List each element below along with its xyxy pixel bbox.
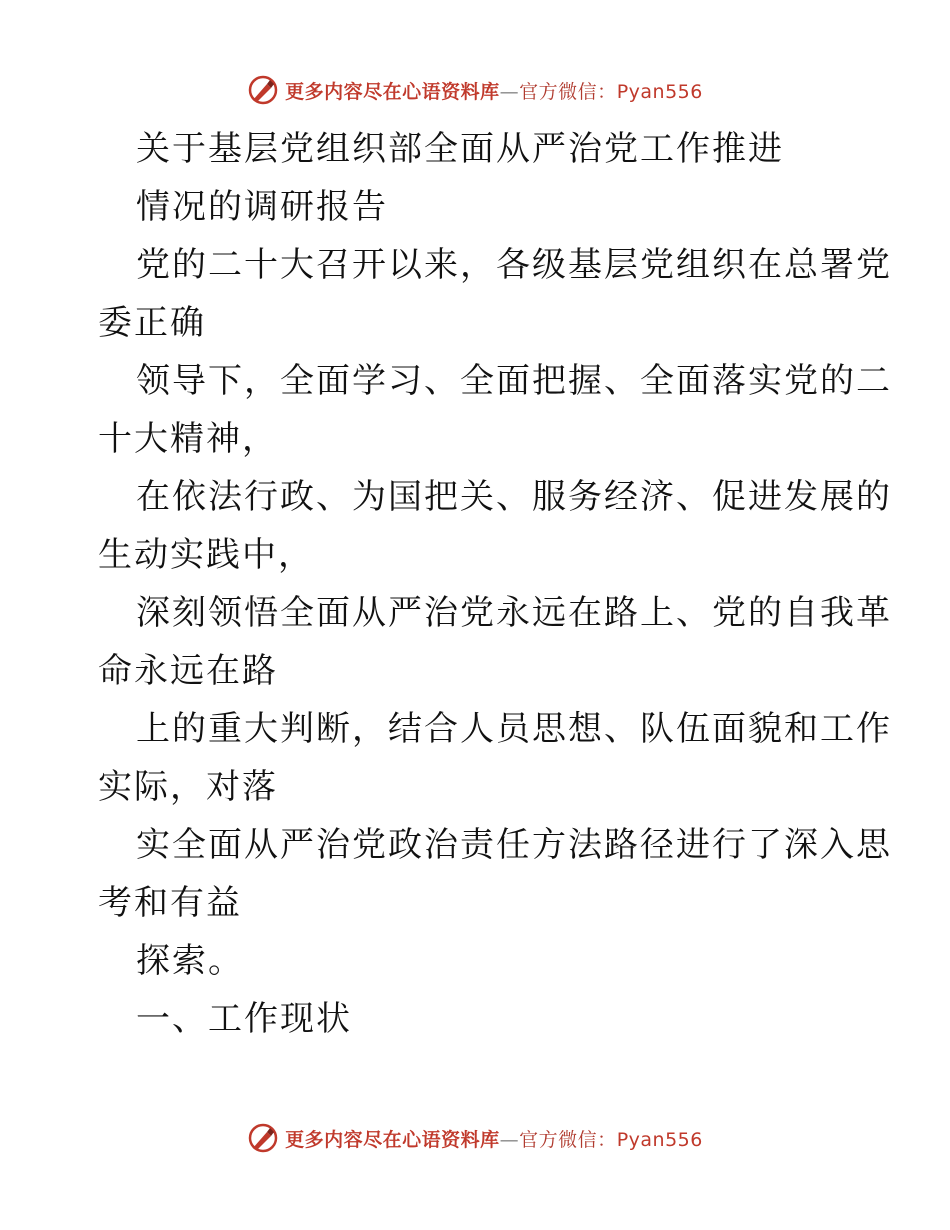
- watermark-wechat-id: Pyan556: [616, 80, 703, 103]
- text-line: 情况的调研报告: [136, 187, 388, 227]
- header-watermark: [0, 70, 950, 110]
- text-line: 深刻领悟全面从严治党永远在路上、党的自我革: [136, 593, 892, 633]
- watermark-text: [285, 77, 703, 104]
- text-line: 在依法行政、为国把关、服务经济、促进发展的: [136, 477, 892, 517]
- text-line: 党的二十大召开以来，各级基层党组织在总署党: [136, 245, 892, 285]
- pen-logo-icon: [247, 1122, 279, 1154]
- watermark-dash: —: [499, 1128, 520, 1151]
- watermark-dash: —: [499, 80, 520, 103]
- watermark-wechat-id: Pyan556: [616, 1128, 703, 1151]
- text-line: 委正确: [98, 303, 206, 343]
- text-line: 生动实践中，: [98, 535, 314, 575]
- watermark-wechat-label: 官方微信：: [519, 80, 617, 103]
- watermark-main: 更多内容尽在心语资料库: [285, 80, 500, 103]
- text-line: 命永远在路: [98, 651, 278, 691]
- text-line: 上的重大判断，结合人员思想、队伍面貌和工作: [136, 709, 892, 749]
- text-line: 探索。: [136, 941, 244, 981]
- watermark-main: 更多内容尽在心语资料库: [285, 1128, 500, 1151]
- text-line: 考和有益: [98, 883, 242, 923]
- text-line: 领导下，全面学习、全面把握、全面落实党的二: [136, 361, 892, 401]
- pen-logo-icon: [247, 74, 279, 106]
- text-line: 十大精神，: [98, 419, 278, 459]
- watermark-text: [285, 1125, 703, 1152]
- footer-watermark: [0, 1118, 950, 1158]
- document-body: [98, 120, 892, 1048]
- text-line: 一、工作现状: [136, 999, 352, 1039]
- text-line: 关于基层党组织部全面从严治党工作推进: [136, 129, 784, 169]
- text-line: 实际，对落: [98, 767, 278, 807]
- watermark-wechat-label: 官方微信：: [519, 1128, 617, 1151]
- text-line: 实全面从严治党政治责任方法路径进行了深入思: [136, 825, 892, 865]
